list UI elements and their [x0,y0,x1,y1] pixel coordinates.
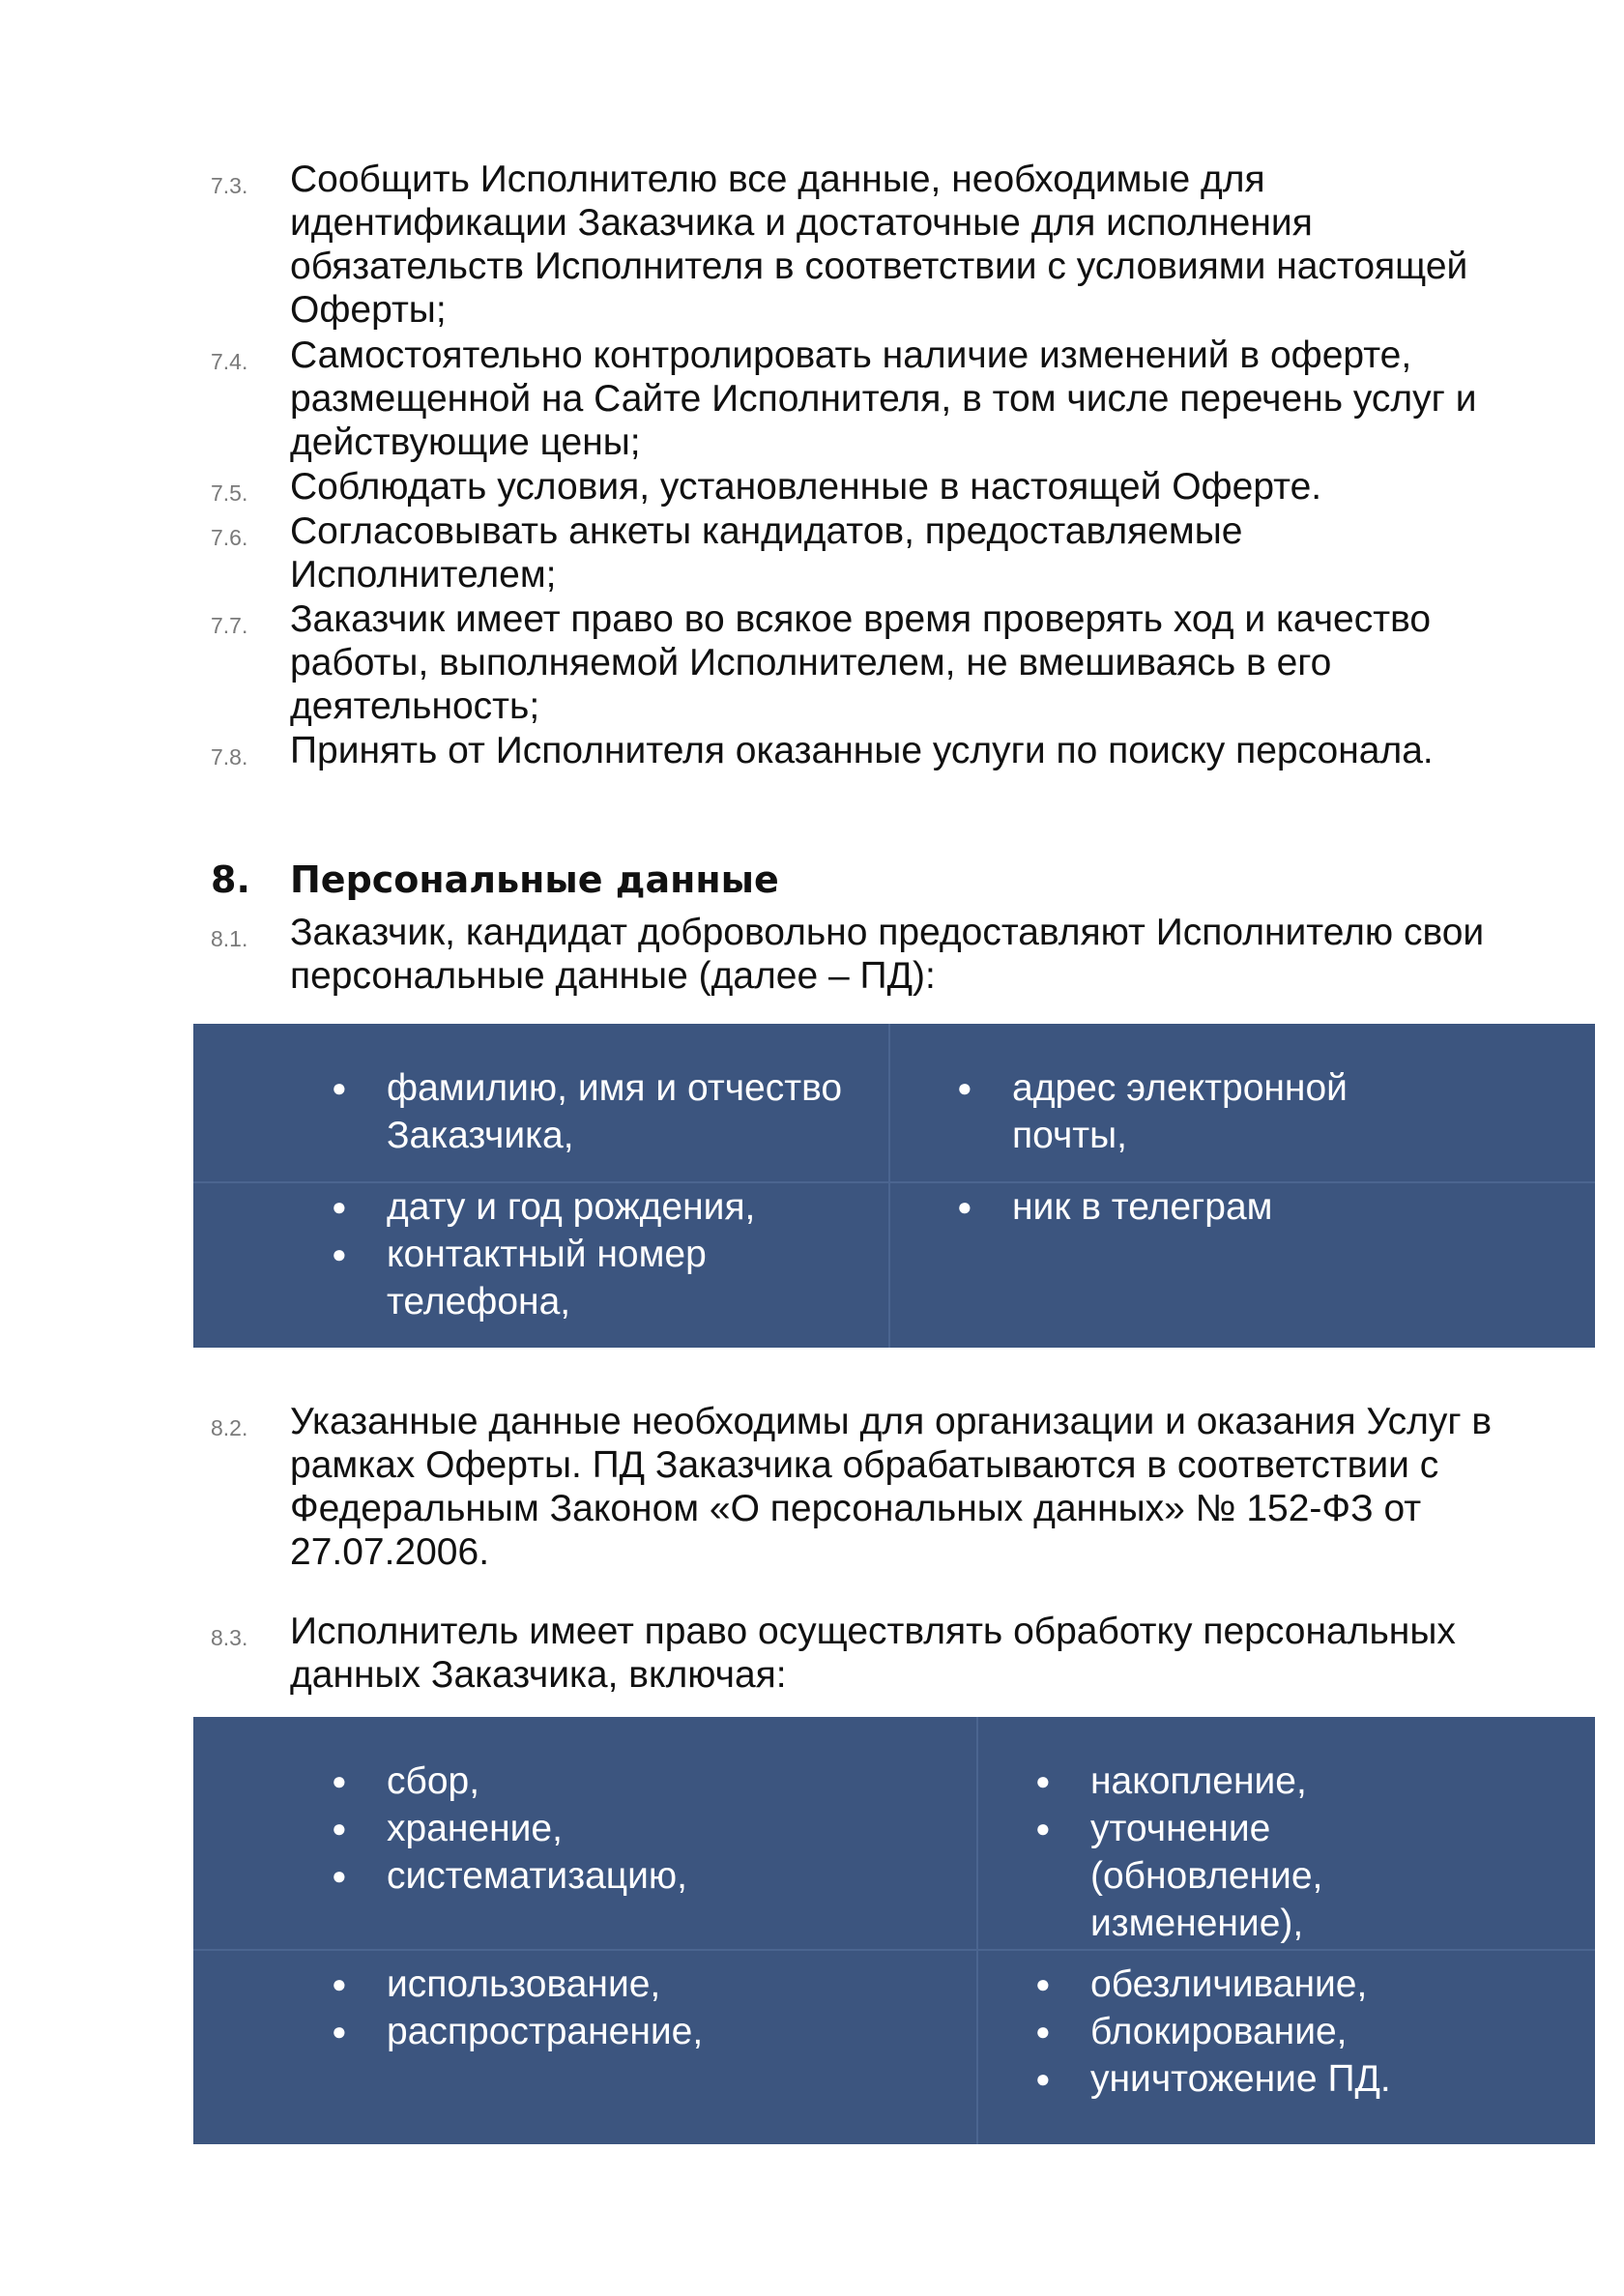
pd-list-table [193,1024,1595,1348]
bullet-icon: ● [332,1192,347,1221]
bullet-icon: ● [1035,1814,1051,1843]
bullet-icon: ● [332,1814,347,1843]
list-item: ● уточнение (обновление, изменение), [1090,1805,1371,1947]
bullet-list [332,1064,870,1159]
table-cell [193,1183,890,1348]
item-number: 7.4. [211,349,248,374]
bullet-list [1035,1758,1371,1947]
item-text: Сообщить Исполнителю все данные, необходимые для идентификации Заказчика и достаточные для исполнения обязательств Исполнителя в соответствии с условиями настоящей Оферты; [290,159,1468,331]
list-item: ● использование, [387,1961,928,2008]
bullet-icon: ● [332,1073,347,1102]
list-item: ● фамилию, имя и отчество Заказчика, [387,1064,870,1159]
item-number: 8.3. [211,1625,248,1650]
list-item: ● адрес электронной почты, [1012,1064,1418,1159]
bullet-list [957,1064,1418,1159]
section-title: Персональные данные [290,858,779,901]
bullet-icon: ● [1035,2017,1051,2046]
list-item: ● распространение, [387,2008,928,2055]
list-item: ● хранение, [387,1805,928,1852]
bullet-icon: ● [332,1969,347,1998]
bullet-list [332,1183,773,1325]
item-text: Указанные данные необходимы для организации и оказания Услуг в рамках Оферты. ПД Заказчика обрабатываются в соответствии с Федеральным Законом «О персональных данных» № 152-ФЗ от 27.07.2006. [290,1401,1493,1573]
item-text: Согласовывать анкеты кандидатов, предоставляемые Исполнителем; [290,510,1243,596]
bullet-icon: ● [332,1239,347,1268]
list-item: ● блокирование, [1090,2008,1554,2055]
item-text: Исполнитель имеет право осуществлять обработку персональных данных Заказчика, включая: [290,1611,1456,1696]
table-cell [193,1717,978,1951]
bullet-list [332,1758,928,1900]
item-text: Принять от Исполнителя оказанные услуги по поиску персонала. [290,730,1434,771]
table-cell [193,1024,890,1183]
table-cell [978,1951,1595,2144]
section-number: 8. [211,858,250,901]
bullet-list [957,1183,1495,1231]
item-text: Заказчик, кандидат добровольно предоставляют Исполнителю свои персональные данные (далее – ПД): [290,912,1485,997]
table-cell [978,1717,1595,1951]
bullet-icon: ● [332,2017,347,2046]
bullet-list [332,1961,928,2055]
item-text: Самостоятельно контролировать наличие изменений в оферте, размещенной на Сайте Исполнителя, в том числе перечень услуг и действующие цены; [290,334,1477,463]
bullet-icon: ● [332,1766,347,1795]
list-item: ● дату и год рождения, [387,1183,773,1231]
table-cell [890,1024,1595,1183]
item-number: 7.5. [211,480,248,506]
bullet-icon: ● [957,1192,972,1221]
table-cell [890,1183,1595,1348]
item-number: 8.1. [211,926,248,951]
table-cell [193,1951,978,2144]
item-number: 7.3. [211,173,248,198]
item-number: 7.7. [211,613,248,638]
item-number: 8.2. [211,1415,248,1440]
list-item: ● сбор, [387,1758,928,1805]
bullet-icon: ● [332,1861,347,1890]
bullet-icon: ● [1035,1969,1051,1998]
bullet-icon: ● [957,1073,972,1102]
item-number: 7.6. [211,525,248,550]
item-number: 7.8. [211,744,248,770]
bullet-list [1035,1961,1554,2103]
bullet-icon: ● [1035,2064,1051,2093]
item-text: Заказчик имеет право во всякое время проверять ход и качество работы, выполняемой Исполнителем, не вмешиваясь в его деятельность; [290,598,1432,727]
item-text: Соблюдать условия, установленные в настоящей Оферте. [290,466,1322,508]
list-item: ● систематизацию, [387,1852,928,1900]
list-item: ● уничтожение ПД. [1090,2055,1554,2103]
processing-actions-table [193,1717,1595,2144]
list-item: ● контактный номер телефона, [387,1231,773,1325]
list-item: ● обезличивание, [1090,1961,1554,2008]
list-item: ● ник в телеграм [1012,1183,1495,1231]
bullet-icon: ● [1035,1766,1051,1795]
list-item: ● накопление, [1090,1758,1371,1805]
section-heading [211,858,779,901]
